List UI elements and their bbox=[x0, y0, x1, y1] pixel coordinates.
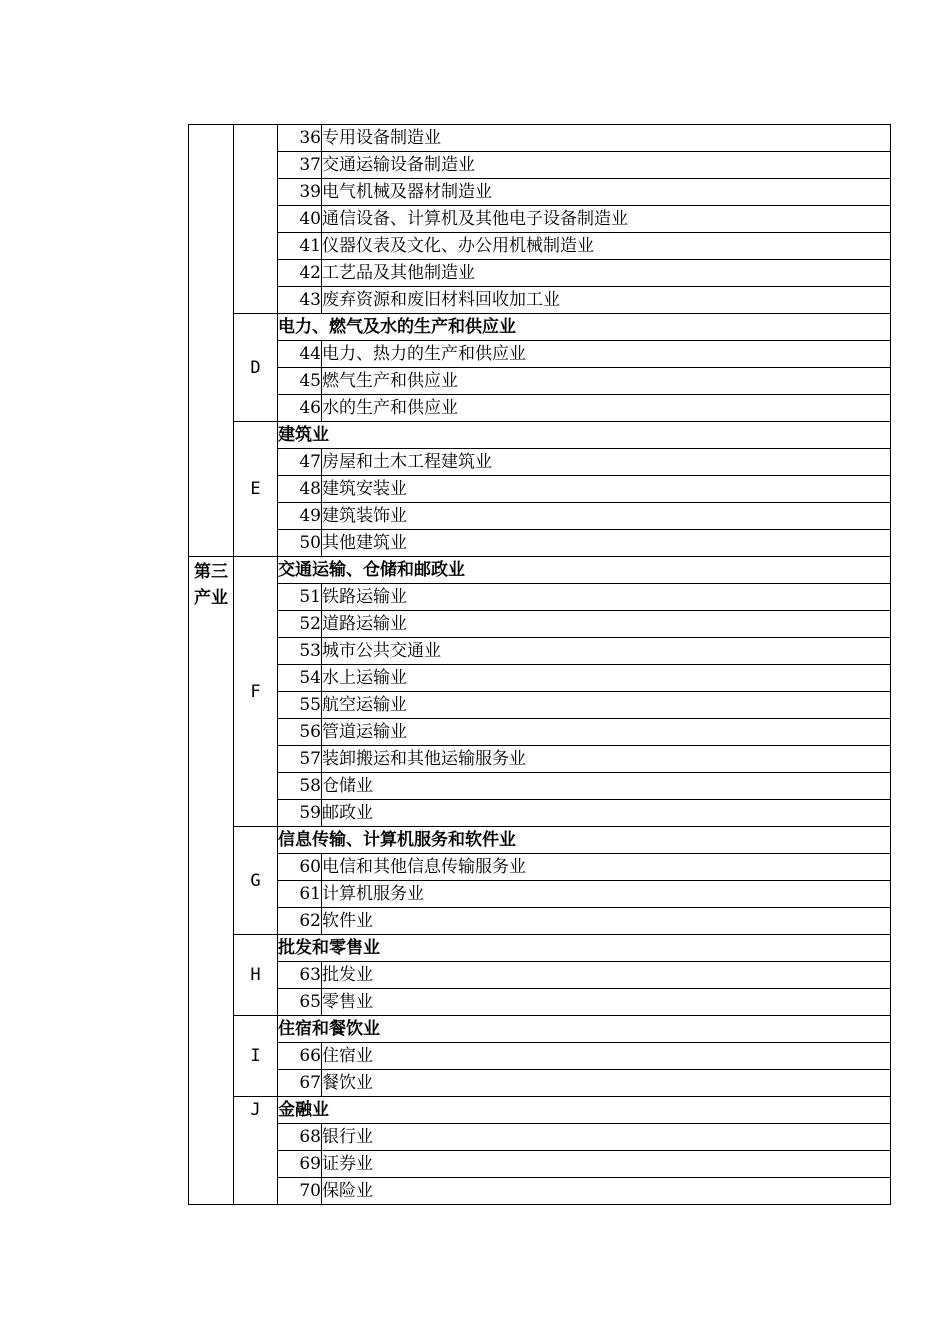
industry-name: 计算机服务业 bbox=[322, 881, 891, 908]
industry-code: 58 bbox=[278, 773, 322, 800]
industry-code: 63 bbox=[278, 962, 322, 989]
industry-code: 49 bbox=[278, 503, 322, 530]
table-row bbox=[189, 233, 891, 260]
industry-code: 51 bbox=[278, 584, 322, 611]
industry-name: 邮政业 bbox=[322, 800, 891, 827]
industry-name: 装卸搬运和其他运输服务业 bbox=[322, 746, 891, 773]
table-row bbox=[189, 449, 891, 476]
industry-name: 电力、热力的生产和供应业 bbox=[322, 341, 891, 368]
table-row bbox=[189, 1124, 891, 1151]
sector-cell-tertiary bbox=[189, 557, 234, 1205]
industry-name: 道路运输业 bbox=[322, 611, 891, 638]
table-row bbox=[189, 638, 891, 665]
industry-classification-table bbox=[188, 124, 891, 1205]
table-row bbox=[189, 962, 891, 989]
industry-name: 通信设备、计算机及其他电子设备制造业 bbox=[322, 206, 891, 233]
industry-code: 55 bbox=[278, 692, 322, 719]
industry-name: 仓储业 bbox=[322, 773, 891, 800]
table-row bbox=[189, 611, 891, 638]
industry-name: 房屋和土木工程建筑业 bbox=[322, 449, 891, 476]
industry-name: 电气机械及器材制造业 bbox=[322, 179, 891, 206]
industry-name: 交通运输设备制造业 bbox=[322, 152, 891, 179]
table-row bbox=[189, 746, 891, 773]
industry-name: 废弃资源和废旧材料回收加工业 bbox=[322, 287, 891, 314]
section-header-row bbox=[189, 314, 891, 341]
table-row bbox=[189, 206, 891, 233]
section-letter-e: E bbox=[234, 422, 278, 557]
sector-cell-continued bbox=[189, 125, 234, 557]
industry-code: 40 bbox=[278, 206, 322, 233]
section-header-row bbox=[189, 1016, 891, 1043]
section-header-row bbox=[189, 422, 891, 449]
industry-name: 铁路运输业 bbox=[322, 584, 891, 611]
section-header-row bbox=[189, 557, 891, 584]
section-title: 金融业 bbox=[278, 1097, 891, 1124]
industry-code: 56 bbox=[278, 719, 322, 746]
industry-name: 批发业 bbox=[322, 962, 891, 989]
section-letter-i: I bbox=[234, 1016, 278, 1097]
section-letter-h: H bbox=[234, 935, 278, 1016]
industry-name: 专用设备制造业 bbox=[322, 125, 891, 152]
table-row bbox=[189, 179, 891, 206]
table-row bbox=[189, 530, 891, 557]
industry-name: 银行业 bbox=[322, 1124, 891, 1151]
industry-code: 39 bbox=[278, 179, 322, 206]
industry-code: 37 bbox=[278, 152, 322, 179]
industry-code: 47 bbox=[278, 449, 322, 476]
industry-code: 57 bbox=[278, 746, 322, 773]
table-row bbox=[189, 584, 891, 611]
section-title: 住宿和餐饮业 bbox=[278, 1016, 891, 1043]
industry-code: 44 bbox=[278, 341, 322, 368]
table-row bbox=[189, 125, 891, 152]
industry-name: 电信和其他信息传输服务业 bbox=[322, 854, 891, 881]
section-letter-cell-continued bbox=[234, 125, 278, 314]
table-row bbox=[189, 503, 891, 530]
section-letter-g: G bbox=[234, 827, 278, 935]
table-row bbox=[189, 719, 891, 746]
table-row bbox=[189, 476, 891, 503]
table-row bbox=[189, 854, 891, 881]
table-row bbox=[189, 395, 891, 422]
industry-code: 52 bbox=[278, 611, 322, 638]
table-row bbox=[189, 773, 891, 800]
table-row bbox=[189, 341, 891, 368]
section-header-row bbox=[189, 827, 891, 854]
table-row bbox=[189, 1043, 891, 1070]
table-row bbox=[189, 260, 891, 287]
table-row bbox=[189, 287, 891, 314]
section-title: 批发和零售业 bbox=[278, 935, 891, 962]
industry-code: 48 bbox=[278, 476, 322, 503]
table-row bbox=[189, 368, 891, 395]
table-body bbox=[189, 125, 891, 1205]
industry-code: 65 bbox=[278, 989, 322, 1016]
industry-code: 60 bbox=[278, 854, 322, 881]
industry-name: 保险业 bbox=[322, 1178, 891, 1205]
industry-name: 水上运输业 bbox=[322, 665, 891, 692]
industry-code: 45 bbox=[278, 368, 322, 395]
industry-code: 70 bbox=[278, 1178, 322, 1205]
industry-name: 建筑安装业 bbox=[322, 476, 891, 503]
section-title: 交通运输、仓储和邮政业 bbox=[278, 557, 891, 584]
section-letter-d: D bbox=[234, 314, 278, 422]
industry-name: 建筑装饰业 bbox=[322, 503, 891, 530]
table-row bbox=[189, 989, 891, 1016]
industry-name: 零售业 bbox=[322, 989, 891, 1016]
industry-code: 53 bbox=[278, 638, 322, 665]
industry-code: 68 bbox=[278, 1124, 322, 1151]
industry-name: 仪器仪表及文化、办公用机械制造业 bbox=[322, 233, 891, 260]
industry-code: 36 bbox=[278, 125, 322, 152]
industry-name: 证券业 bbox=[322, 1151, 891, 1178]
industry-name: 软件业 bbox=[322, 908, 891, 935]
industry-name: 住宿业 bbox=[322, 1043, 891, 1070]
industry-name: 燃气生产和供应业 bbox=[322, 368, 891, 395]
table-row bbox=[189, 1151, 891, 1178]
industry-code: 67 bbox=[278, 1070, 322, 1097]
section-header-row bbox=[189, 1097, 891, 1124]
industry-name: 其他建筑业 bbox=[322, 530, 891, 557]
industry-code: 41 bbox=[278, 233, 322, 260]
section-letter-f: F bbox=[234, 557, 278, 827]
industry-code: 50 bbox=[278, 530, 322, 557]
industry-code: 66 bbox=[278, 1043, 322, 1070]
industry-name: 管道运输业 bbox=[322, 719, 891, 746]
section-letter-j: J bbox=[234, 1097, 278, 1205]
industry-code: 43 bbox=[278, 287, 322, 314]
section-header-row bbox=[189, 935, 891, 962]
industry-name: 城市公共交通业 bbox=[322, 638, 891, 665]
industry-name: 工艺品及其他制造业 bbox=[322, 260, 891, 287]
table-row bbox=[189, 692, 891, 719]
table-row bbox=[189, 1070, 891, 1097]
industry-code: 46 bbox=[278, 395, 322, 422]
industry-name: 餐饮业 bbox=[322, 1070, 891, 1097]
section-title: 电力、燃气及水的生产和供应业 bbox=[278, 314, 891, 341]
industry-code: 62 bbox=[278, 908, 322, 935]
industry-code: 54 bbox=[278, 665, 322, 692]
table-row bbox=[189, 881, 891, 908]
section-title: 信息传输、计算机服务和软件业 bbox=[278, 827, 891, 854]
industry-code: 59 bbox=[278, 800, 322, 827]
table-row bbox=[189, 1178, 891, 1205]
section-title: 建筑业 bbox=[278, 422, 891, 449]
table-row bbox=[189, 152, 891, 179]
industry-code: 42 bbox=[278, 260, 322, 287]
industry-name: 航空运输业 bbox=[322, 692, 891, 719]
industry-code: 69 bbox=[278, 1151, 322, 1178]
table-row bbox=[189, 800, 891, 827]
industry-name: 水的生产和供应业 bbox=[322, 395, 891, 422]
industry-code: 61 bbox=[278, 881, 322, 908]
table-row bbox=[189, 908, 891, 935]
sector-label: 第三产业 bbox=[194, 562, 228, 608]
table-row bbox=[189, 665, 891, 692]
